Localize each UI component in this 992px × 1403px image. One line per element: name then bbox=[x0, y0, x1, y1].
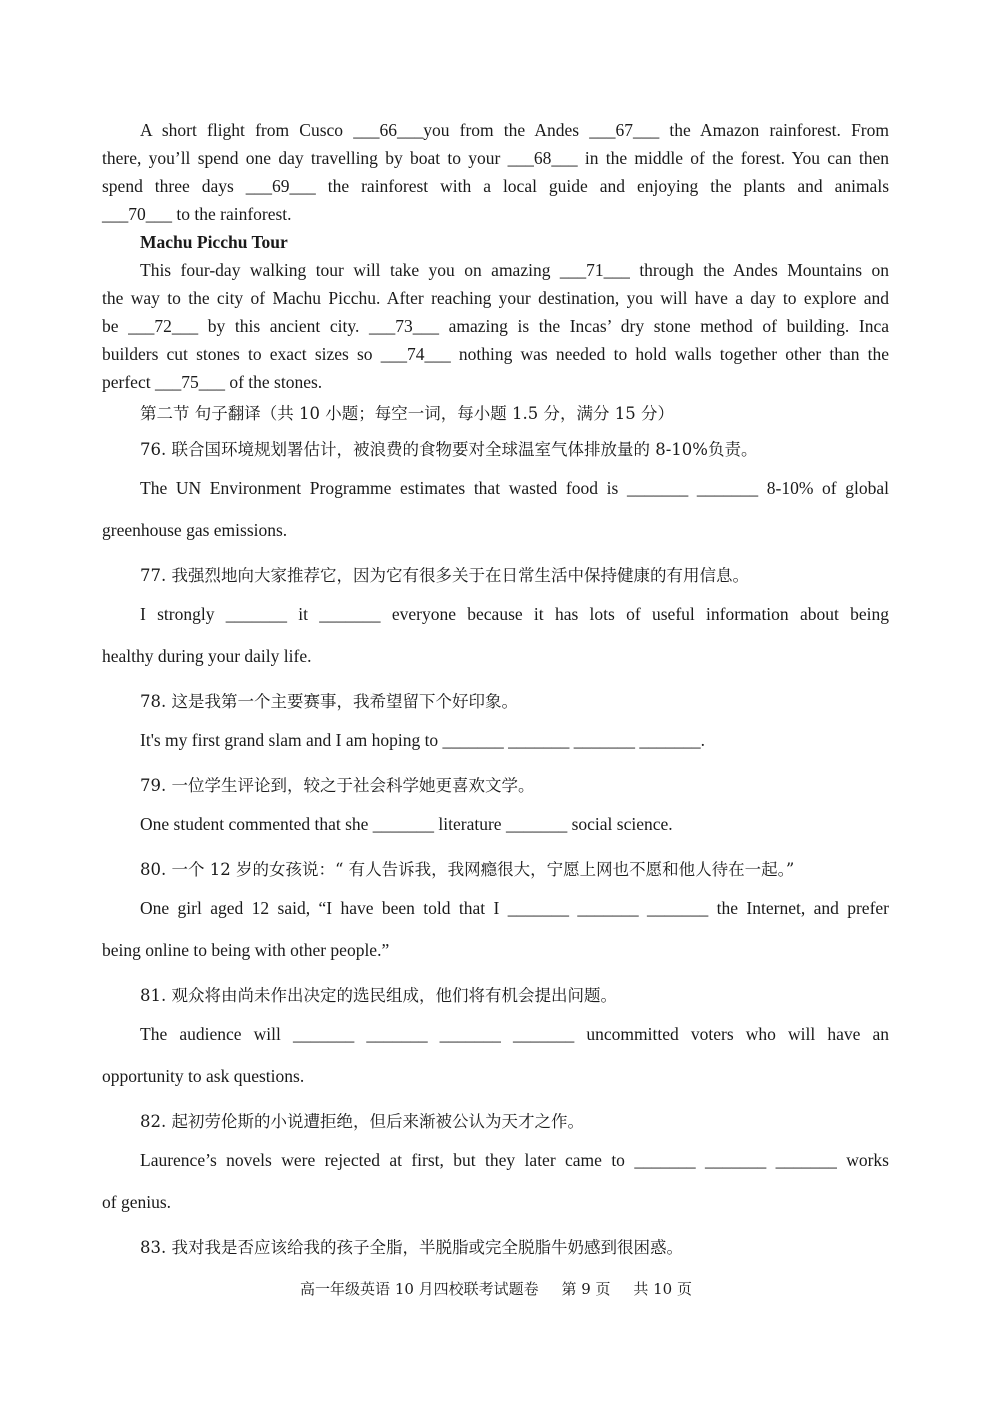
passage-line: perfect ___75___ of the stones. bbox=[102, 372, 323, 392]
passage-line: be ___72___ by this ancient city. ___73___ amazing is the Incas’ dry stone method of building. Inca bbox=[102, 316, 889, 336]
question-english: One girl aged 12 said, “I have been told that I _______ _______ _______ the Internet, and prefer bbox=[140, 898, 889, 918]
section-title: 第二节 句子翻译（共 10 小题；每空一词，每小题 1.5 分，满分 15 分） bbox=[140, 404, 674, 423]
passage-line: ___70___ to the rainforest. bbox=[102, 204, 292, 224]
passage-line: A short flight from Cusco ___66___you from the Andes ___67___ the Amazon rainforest. From bbox=[140, 120, 889, 140]
question-english: healthy during your daily life. bbox=[102, 646, 312, 666]
question-english: The UN Environment Programme estimates that wasted food is _______ _______ 8-10% of global bbox=[140, 478, 889, 498]
page-footer bbox=[0, 1278, 992, 1299]
question-english: The audience will _______ _______ _______ _______ uncommitted voters who will have an bbox=[140, 1024, 889, 1044]
question-chinese: 79. 一位学生评论到，较之于社会科学她更喜欢文学。 bbox=[140, 776, 535, 795]
passage-heading: Machu Picchu Tour bbox=[140, 232, 288, 252]
question-english: I strongly _______ it _______ everyone because it has lots of useful information about being bbox=[140, 604, 889, 624]
passage-line: the way to the city of Machu Picchu. After reaching your destination, you will have a day to explore and bbox=[102, 288, 889, 308]
question-chinese: 76. 联合国环境规划署估计，被浪费的食物要对全球温室气体排放量的 8-10%负责。 bbox=[140, 440, 758, 459]
passage-line: This four-day walking tour will take you on amazing ___71___ through the Andes Mountains on bbox=[140, 260, 889, 280]
question-chinese: 80. 一个 12 岁的女孩说：“ 有人告诉我，我网瘾很大，宁愿上网也不愿和他人待在一起。” bbox=[140, 860, 795, 879]
question-chinese: 77. 我强烈地向大家推荐它，因为它有很多关于在日常生活中保持健康的有用信息。 bbox=[140, 566, 749, 585]
footer-total-pages: 共 10 页 bbox=[633, 1280, 692, 1298]
question-english: Laurence’s novels were rejected at first, but they later came to _______ _______ _______ works bbox=[140, 1150, 889, 1170]
question-english: opportunity to ask questions. bbox=[102, 1066, 305, 1086]
question-english: greenhouse gas emissions. bbox=[102, 520, 288, 540]
passage-line: there, you’ll spend one day travelling by boat to your ___68___ in the middle of the forest. You can then bbox=[102, 148, 889, 168]
passage-line: spend three days ___69___ the rainforest with a local guide and enjoying the plants and animals bbox=[102, 176, 889, 196]
question-chinese: 82. 起初劳伦斯的小说遭拒绝，但后来渐被公认为天才之作。 bbox=[140, 1112, 584, 1131]
question-english: One student commented that she _______ literature _______ social science. bbox=[140, 814, 673, 834]
question-english: It's my first grand slam and I am hoping to _______ _______ _______ _______. bbox=[140, 730, 706, 750]
footer-title: 高一年级英语 10 月四校联考试题卷 bbox=[300, 1280, 539, 1298]
question-english: of genius. bbox=[102, 1192, 172, 1212]
question-chinese: 81. 观众将由尚未作出决定的选民组成，他们将有机会提出问题。 bbox=[140, 986, 617, 1005]
question-english: being online to being with other people.” bbox=[102, 940, 390, 960]
passage-line: builders cut stones to exact sizes so ___74___ nothing was needed to hold walls together other than the bbox=[102, 344, 889, 364]
question-chinese: 78. 这是我第一个主要赛事，我希望留下个好印象。 bbox=[140, 692, 518, 711]
question-chinese: 83. 我对我是否应该给我的孩子全脂，半脱脂或完全脱脂牛奶感到很困惑。 bbox=[140, 1238, 683, 1257]
footer-page-number: 第 9 页 bbox=[561, 1280, 611, 1298]
